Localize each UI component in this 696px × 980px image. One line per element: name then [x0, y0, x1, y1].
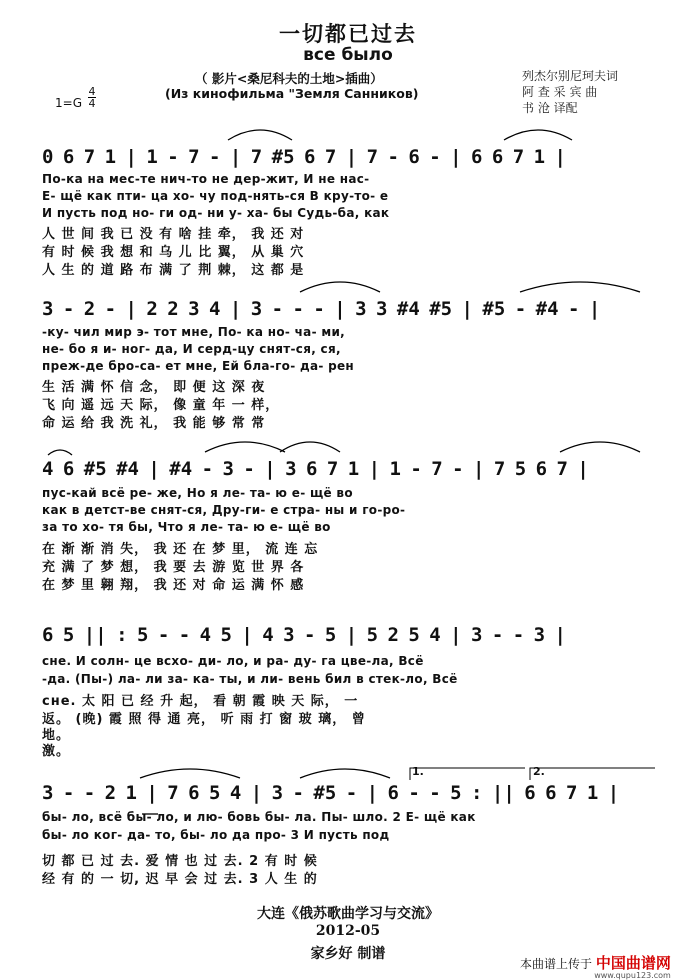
lyric-line: сне. И солн- це всхо- ди- ло, и ра- ду- га цве-ла, Всё: [42, 654, 424, 668]
volta-bracket-1: [410, 768, 525, 780]
volta-bracket-2: [530, 768, 655, 780]
lyric-line: -ку- чил мир э- тот мне, По- ка но- ча- ми,: [42, 325, 346, 339]
notes-line: 3 - 2 - | 2 2 3 4 | 3 - - - | 3 3 #4 #5 | #5 - #4 - |: [42, 298, 601, 320]
notes-line: 3 - - 2 1 | 7 6 5 4 | 3 - #5 - | 6 - - 5 : || 6 6 7 1 |: [42, 782, 620, 804]
credit-music: 阿 查 采 宾 曲: [522, 85, 598, 99]
lyric-line: как в детст-ве снят-ся, Дру-ги- е стра- ны и го-ро-: [42, 503, 406, 517]
lyric-line: преж-де бро-са- ет мне, Ей бла-го- да- рен: [42, 359, 355, 373]
lyric-line: 返。 (晚) 霞 照 得 通 亮， 听 雨 打 窗 玻 璃， 曾: [42, 712, 366, 727]
notes-line: 0 6 7 1 | 1 - 7 - | 7 #5 6 7 | 7 - 6 - | 6 6 7 1 |: [42, 146, 566, 168]
notes-line: 4 6 #5 #4 | #4 - 3 - | 3 6 7 1 | 1 - 7 - | 7 5 6 7 |: [42, 458, 589, 480]
lyric-line: бы- ло, всё бы- ло, и лю- бовь бы- ла. Пы- шло. 2 Е- щё как: [42, 810, 476, 824]
footer-maker: 家乡好 制谱: [310, 946, 386, 962]
lyric-line: 飞 向 遥 远 天 际， 像 童 年 一 样，: [42, 398, 280, 413]
lyric-line: 地。: [42, 728, 71, 743]
credit-lyrics: 列杰尔别尼珂夫词: [522, 69, 619, 83]
site-name: 中国曲谱网: [595, 954, 671, 972]
lyric-line: Е- щё как пти- ца хо- чу под-нять-ся В кру-то- е: [42, 189, 389, 203]
lyric-line: 人 生 的 道 路 布 满 了 荆 棘， 这 都 是: [42, 263, 305, 278]
slur: [560, 442, 640, 452]
slur: [228, 130, 292, 140]
slur: [300, 282, 380, 292]
slur: [280, 442, 340, 452]
lyric-line: 充 满 了 梦 想， 我 要 去 游 览 世 界 各: [42, 560, 305, 575]
key-signature: 1=G: [55, 96, 82, 110]
lyric-line: По-ка на мес-те нич-то не дер-жит, И не нас-: [42, 172, 370, 186]
site-prefix: 本曲谱上传于: [520, 957, 593, 971]
footer-source: 大连《俄苏歌曲学习与交流》: [257, 906, 439, 922]
notes-line: 6 5 || : 5 - - 4 5 | 4 3 - 5 | 5 2 5 4 | 3 - - 3 |: [42, 624, 566, 646]
lyric-line: за то хо- тя бы, Что я ле- та- ю е- щё во: [42, 520, 331, 534]
site-watermark: [520, 952, 671, 980]
lyric-line: 激。: [42, 744, 71, 759]
slur: [205, 442, 285, 452]
slur: [504, 130, 572, 140]
lyric-line: 生 活 满 怀 信 念， 即 便 这 深 夜: [42, 380, 266, 395]
title-chinese: 一切都已过去: [279, 21, 417, 46]
lyric-line: сне. 太 阳 已 经 升 起， 看 朝 霞 映 天 际， 一: [42, 694, 359, 709]
lyric-line: не- бо я и- ног- да, И серд-цу снят-ся, ся,: [42, 342, 341, 356]
lyric-line: пус-кай всё ре- же, Но я ле- та- ю е- щё во: [42, 486, 353, 500]
subtitle-film-cn: （ 影片<桑尼科夫的土地>插曲）: [195, 71, 383, 86]
lyric-line: И пусть под но- ги од- ни у- ха- бы Судь-ба, как: [42, 206, 390, 220]
slur: [48, 450, 72, 455]
slur: [300, 769, 390, 778]
lyric-line: 人 世 间 我 已 没 有 啥 挂 牵， 我 还 对: [42, 227, 305, 242]
lyric-line: 在 渐 渐 消 失， 我 还 在 梦 里， 流 连 忘: [42, 542, 319, 557]
footer-date: 2012-05: [315, 923, 381, 939]
time-signature: [88, 86, 96, 109]
volta-1: 1.: [412, 765, 424, 778]
title-russian: все было: [303, 45, 393, 65]
slur: [520, 282, 640, 292]
lyric-line: бы- ло ког- да- то, бы- ло да про- 3 И пусть под: [42, 828, 390, 842]
credit-translation: 书 沧 译配: [522, 101, 578, 115]
lyric-line: -да. (Пы-) ла- ли за- ка- ты, и ли- вень бил в стек-ло, Всё: [42, 672, 458, 686]
lyric-line: 命 运 给 我 洗 礼， 我 能 够 常 常: [42, 416, 266, 431]
lyric-line: 有 时 候 我 想 和 乌 儿 比 翼， 从 巢 穴: [42, 245, 305, 260]
time-top: 4: [88, 85, 96, 98]
site-url: www.qupu123.com: [594, 971, 671, 980]
lyric-line: 在 梦 里 翱 翔， 我 还 对 命 运 满 怀 感: [42, 578, 305, 593]
lyric-line: 切 都 已 过 去. 爱 情 也 过 去. 2 有 时 候: [42, 854, 318, 869]
time-bottom: 4: [88, 97, 96, 110]
slur: [140, 769, 240, 778]
volta-2: 2.: [533, 765, 545, 778]
subtitle-film-ru: (Из кинофильма "Земля Санников): [165, 86, 419, 101]
lyric-line: 经 有 的 一 切, 迟 早 会 过 去. 3 人 生 的: [42, 872, 318, 887]
